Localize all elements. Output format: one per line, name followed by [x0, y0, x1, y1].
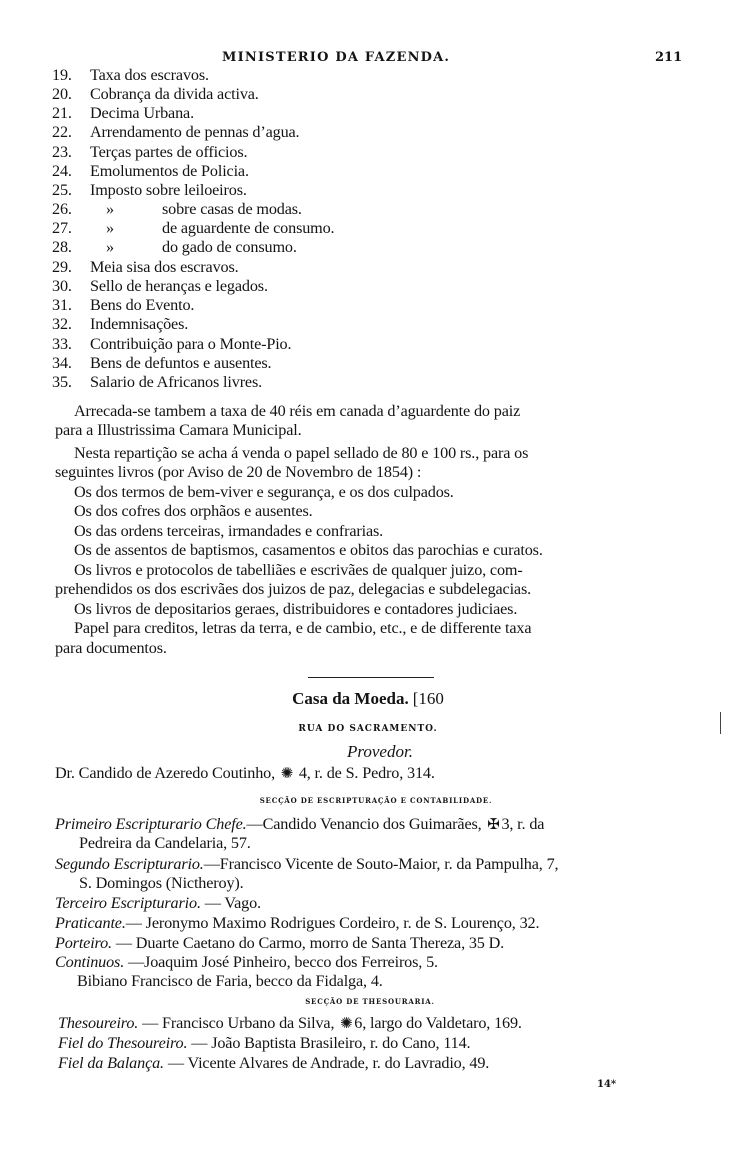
paragraph-line: Arrecada-se tambem a taxa de 40 réis em canada d’aguardente do paiz [74, 402, 521, 420]
list-item: 35. Salario de Africanos livres. [52, 373, 263, 391]
section-address: RUA DO SACRAMENTO. [298, 724, 438, 734]
running-header-title: MINISTERIO DA FAZENDA. [222, 50, 451, 65]
list-item: 22. Arrendamento de pennas d’agua. [52, 123, 300, 141]
book-list-line: Os livros e protocolos de tabelliães e escrivães de qualquer juizo, com- [74, 561, 523, 579]
list-item: 25. Imposto sobre leiloeiros. [52, 181, 247, 199]
staff-entry: Praticante.— Jeronymo Maximo Rodrigues Cordeiro, r. de S. Lourenço, 32. [55, 914, 540, 932]
paragraph-line: seguintes livros (por Aviso de 20 de Novembro de 1854) : [55, 463, 422, 481]
paragraph-line: Nesta repartição se acha á venda o papel sellado de 80 e 100 rs., para os [74, 444, 529, 462]
staff-entry: Porteiro. — Duarte Caetano do Carmo, morro de Santa Thereza, 35 D. [55, 934, 505, 952]
book-list-line: Os das ordens terceiras, irmandades e confrarias. [74, 522, 384, 540]
book-list-line: Os de assentos de baptismos, casamentos e obitos das parochias e curatos. [74, 541, 543, 559]
ditto-mark: » [106, 238, 114, 256]
staff-entry: Fiel da Balança. — Vicente Alvares de Andrade, r. do Lavradio, 49. [58, 1054, 490, 1072]
list-item: 32. Indemnisações. [52, 315, 189, 333]
subsection-heading: SECÇÃO DE THESOURARIA. [305, 997, 435, 1006]
list-item: 33. Contribuição para o Monte-Pio. [52, 335, 292, 353]
book-list-line: Papel para creditos, letras da terra, e de cambio, etc., e de differente taxa [74, 619, 532, 637]
page-number: 211 [655, 50, 683, 65]
staff-entry: Bibiano Francisco de Faria, becco da Fidalga, 4. [77, 972, 383, 990]
staff-entry: Terceiro Escripturario. — Vago. [55, 894, 261, 912]
signature-mark: 14* [597, 1079, 617, 1090]
staff-entry-continuation: S. Domingos (Nictheroy). [79, 874, 244, 892]
staff-entry-continuation: Pedreira da Candelaria, 57. [79, 834, 251, 852]
staff-entry: Segundo Escripturario.—Francisco Vicente de Souto-Maior, r. da Pampulha, 7, [55, 855, 559, 873]
ditto-mark: » [106, 200, 114, 218]
section-divider [308, 677, 434, 678]
ditto-mark: » [106, 219, 114, 237]
order-rose-icon: ✺ [280, 766, 294, 782]
list-item: 20. Cobrança da divida activa. [52, 85, 259, 103]
book-list-line: para documentos. [55, 639, 167, 657]
subsection-heading: SECÇÃO DE ESCRIPTURAÇÃO E CONTABILIDADE. [259, 796, 493, 805]
cross-of-christ-icon: ✠ [487, 817, 500, 833]
provedor-entry: Dr. Candido de Azeredo Coutinho, ✺ 4, r. de S. Pedro, 314. [55, 764, 435, 782]
staff-entry: Continuos. —Joaquim José Pinheiro, becco dos Ferreiros, 5. [55, 953, 438, 971]
book-list-line: prehendidos os dos escrivães dos juizos de paz, delegacias e subdelegacias. [55, 580, 532, 598]
list-item: 34. Bens de defuntos e ausentes. [52, 354, 272, 372]
margin-mark [720, 712, 723, 734]
list-item: 30. Sello de heranças e legados. [52, 277, 268, 295]
list-item: 31. Bens do Evento. [52, 296, 195, 314]
list-item: 27. » de aguardente de consumo. [52, 219, 335, 237]
staff-entry: Primeiro Escripturario Chefe.—Candido Venancio dos Guimarães, ✠ 3, r. da [55, 815, 545, 833]
list-item: 19. Taxa dos escravos. [52, 66, 209, 84]
section-heading: Casa da Moeda. [160 [292, 689, 444, 708]
list-item: 28. » do gado de consumo. [52, 238, 297, 256]
order-rose-icon: ✺ [340, 1016, 353, 1032]
paragraph-line: para a Illustrissima Camara Municipal. [55, 421, 302, 439]
list-item: 26. » sobre casas de modas. [52, 200, 302, 218]
book-list-line: Os dos cofres dos orphãos e ausentes. [74, 502, 313, 520]
list-item: 24. Emolumentos de Policia. [52, 162, 249, 180]
book-list-line: Os dos termos de bem-viver e segurança, e os dos culpados. [74, 483, 454, 501]
list-item: 29. Meia sisa dos escravos. [52, 258, 239, 276]
reference-number: [160 [412, 689, 444, 708]
staff-entry: Thesoureiro. — Francisco Urbano da Silva, ✺ 6, largo do Valdetaro, 169. [58, 1014, 522, 1032]
list-item: 21. Decima Urbana. [52, 104, 194, 122]
staff-entry: Fiel do Thesoureiro. — João Baptista Brasileiro, r. do Cano, 114. [58, 1034, 471, 1052]
provedor-label: Provedor. [347, 742, 413, 761]
list-item: 23. Terças partes de officios. [52, 143, 248, 161]
book-list-line: Os livros de depositarios geraes, distribuidores e contadores judiciaes. [74, 600, 518, 618]
